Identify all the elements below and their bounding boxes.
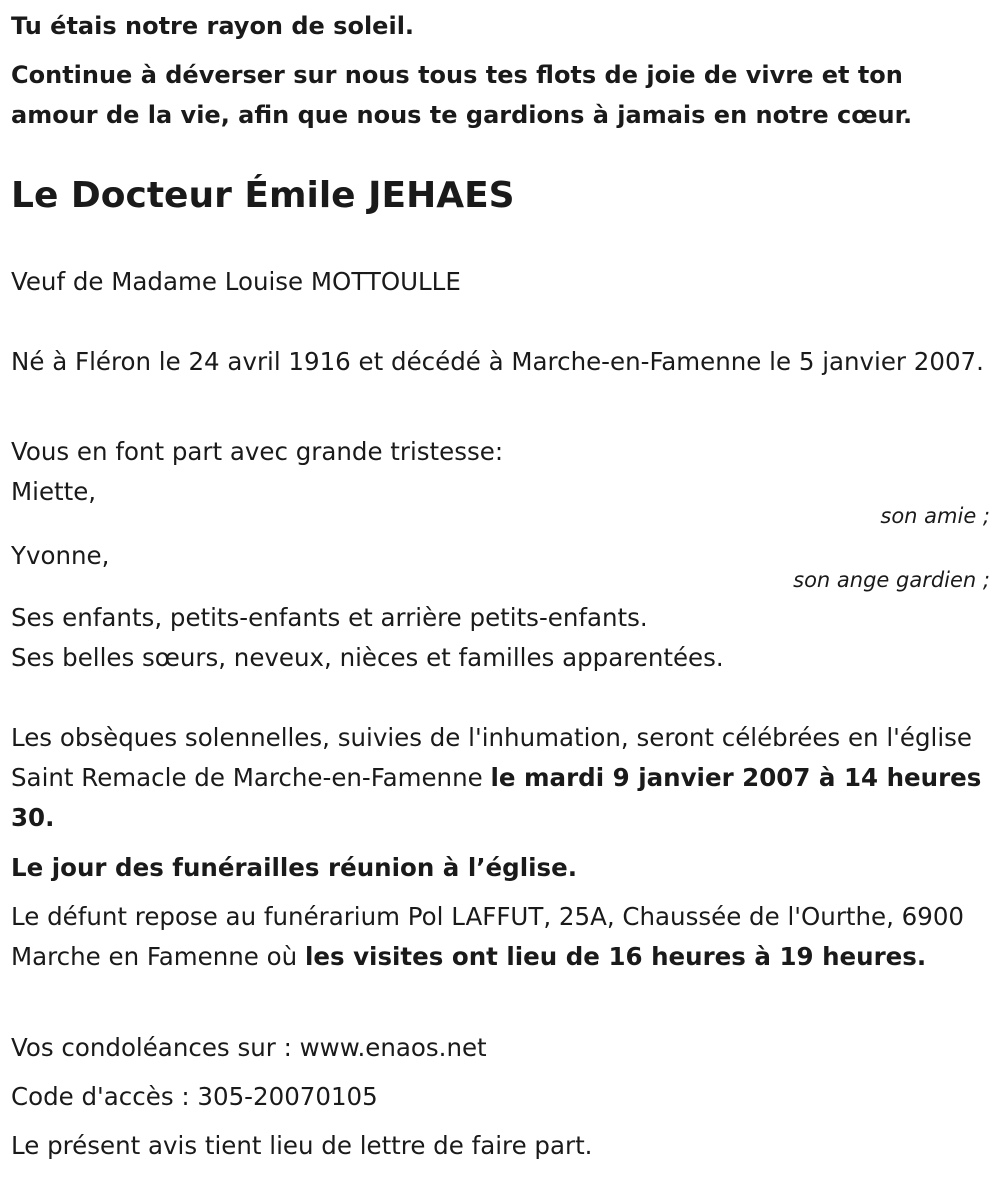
funeral-date: le mardi 9 janvier 2007 à 14 heures 30. (11, 763, 982, 832)
closing-line: Le présent avis tient lieu de lettre de faire part. (11, 1131, 593, 1160)
rest-paragraph (11, 897, 986, 977)
mourner-role: son ange gardien ; (793, 568, 990, 592)
intro-line-1: Tu étais notre rayon de soleil. (11, 12, 415, 40)
funeral-paragraph (11, 718, 986, 838)
mourner-name: Miette, (11, 477, 97, 506)
family-line: Ses belles sœurs, neveux, nièces et familles apparentées. (11, 643, 724, 672)
funeral-text: Les obsèques solennelles, suivies de l'inhumation, seront célébrées en l'église Saint Remacle de Marche-en-Famenne (11, 723, 972, 792)
widow-line: Veuf de Madame Louise MOTTOULLE (11, 267, 461, 296)
mourner-role: son amie ; (880, 504, 990, 528)
visit-hours: les visites ont lieu de 16 heures à 19 heures. (304, 942, 927, 971)
page-title: Le Docteur Émile JEHAES (11, 175, 515, 216)
rest-text: Le défunt repose au funérarium Pol LAFFUT, 25A, Chaussée de l'Ourthe, 6900 Marche en Famenne où (11, 902, 965, 971)
gathering-line: Le jour des funérailles réunion à l’église. (11, 853, 578, 882)
condolences-line: Vos condoléances sur : www.enaos.net (11, 1033, 487, 1062)
family-line: Ses enfants, petits-enfants et arrière petits-enfants. (11, 603, 648, 632)
access-code-line: Code d'accès : 305-20070105 (11, 1082, 378, 1111)
announce-line: Vous en font part avec grande tristesse: (11, 437, 504, 466)
intro-line-2: Continue à déverser sur nous tous tes flots de joie de vivre et ton amour de la vie, afin que nous te gardions à jamais en notre cœur. (11, 61, 913, 129)
mourner-name: Yvonne, (11, 541, 110, 570)
birth-death-line: Né à Fléron le 24 avril 1916 et décédé à Marche-en-Famenne le 5 janvier 2007. (11, 347, 984, 376)
